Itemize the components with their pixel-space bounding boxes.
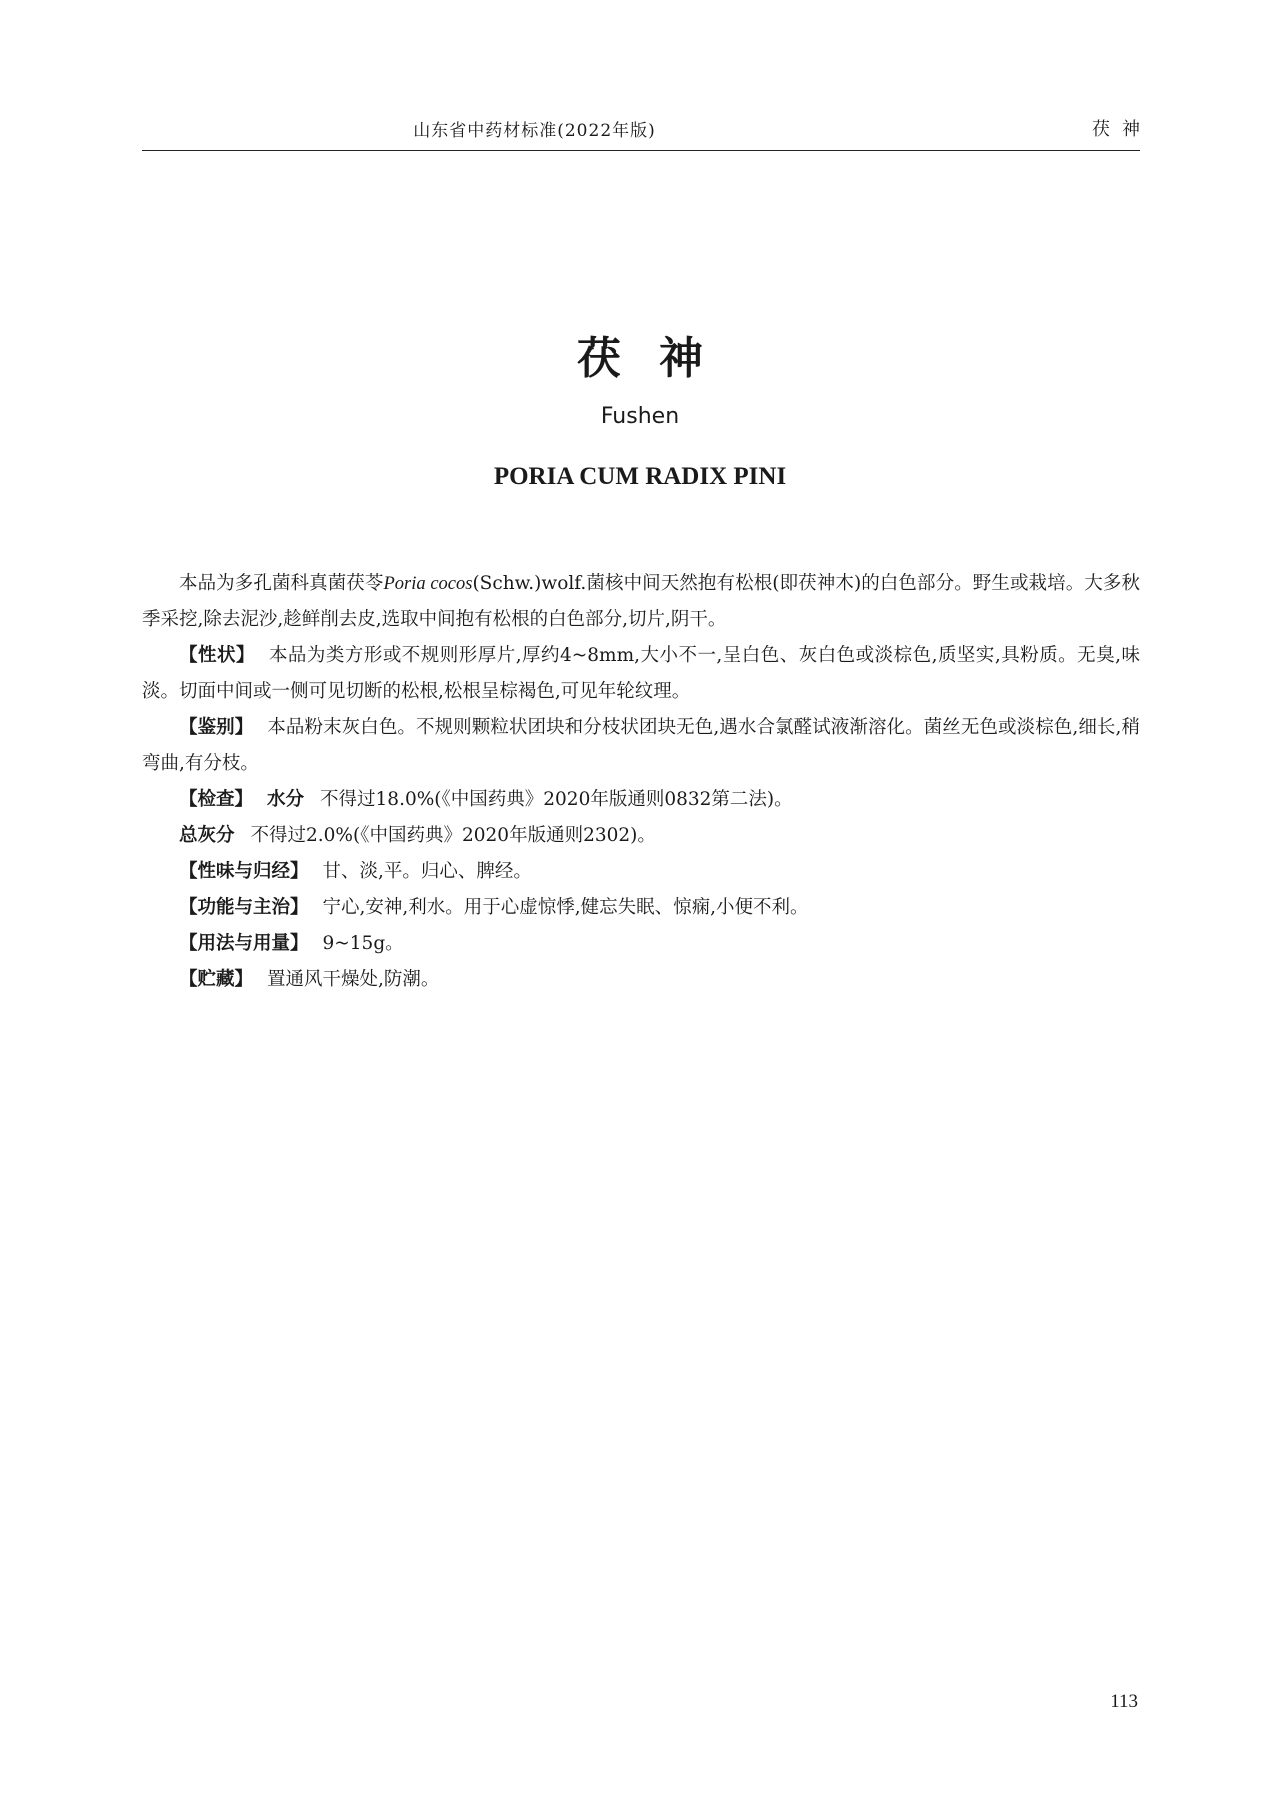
examination-label: 【检查】 [179,789,254,810]
species-name: Poria cocos [383,574,473,594]
ash-text: 不得过2.0%(《中国药典》2020年版通则2302)。 [250,825,656,846]
intro-part1: 本品为多孔菌科真菌茯苓 [179,573,384,594]
entry-title-pinyin: Fushen [600,404,680,429]
description-label: 【性状】 [179,645,255,666]
intro-paragraph [142,566,1140,638]
water-text: 不得过18.0%(《中国药典》2020年版通则0832第二法)。 [320,789,793,810]
nature-text: 甘、淡,平。归心、脾经。 [322,861,532,882]
storage-label: 【贮藏】 [179,969,254,990]
nature-label: 【性味与归经】 [179,861,309,882]
book-title: 山东省中药材标准(2022年版) [413,121,656,141]
section-ash [142,818,1140,854]
page-number: 113 [1110,1691,1138,1712]
entry-title-chinese: 茯神 [577,333,741,384]
identification-text: 本品粉末灰白色。不规则颗粒状团块和分枝状团块无色,遇水合氯醛试液渐溶化。菌丝无色或淡棕色,细长,稍弯曲,有分枝。 [142,717,1140,774]
dosage-text: 9~15g。 [322,933,404,954]
entry-title-latin: PORIA CUM RADIX PINI [493,463,787,490]
section-storage [142,962,1140,998]
storage-text: 置通风干燥处,防潮。 [267,969,440,990]
function-text: 宁心,安神,利水。用于心虚惊悸,健忘失眠、惊痫,小便不利。 [322,897,809,918]
section-function [142,890,1140,926]
running-header [142,112,1152,150]
intro-part2: (Schw.)wolf.菌核中间天然抱有松根(即茯神木)的白色部分。野生或栽培。大多秋季采挖,除去泥沙,趁鲜削去皮,选取中间抱有松根的白色部分,切片,阴干。 [142,573,1140,630]
water-label: 水分 [267,789,305,810]
dosage-label: 【用法与用量】 [179,933,309,954]
section-nature [142,854,1140,890]
section-description [142,638,1140,710]
section-dosage [142,926,1140,962]
function-label: 【功能与主治】 [179,897,309,918]
monograph-body [142,566,1140,998]
ash-label: 总灰分 [179,825,235,846]
header-rule [142,150,1140,151]
header-entry-name: 茯神 [1092,119,1152,140]
identification-label: 【鉴别】 [179,717,254,738]
section-examination [142,782,1140,818]
description-text: 本品为类方形或不规则形厚片,厚约4~8mm,大小不一,呈白色、灰白色或淡棕色,质坚实,具粉质。无臭,味淡。切面中间或一侧可见切断的松根,松根呈棕褐色,可见年轮纹理。 [142,645,1140,702]
section-identification [142,710,1140,782]
